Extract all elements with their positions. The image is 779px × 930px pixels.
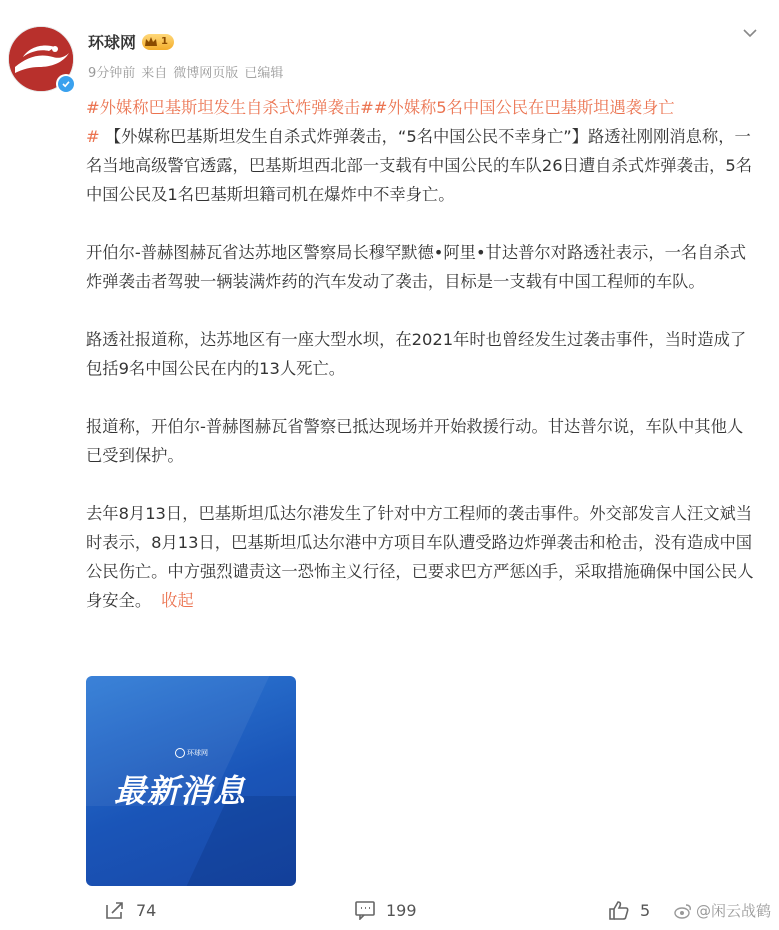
like-count: 5 bbox=[640, 900, 651, 920]
vip-badge[interactable] bbox=[142, 34, 174, 50]
news-logo bbox=[175, 748, 208, 758]
repost-count: 74 bbox=[136, 900, 157, 920]
action-bar bbox=[0, 893, 779, 927]
comment-count: 199 bbox=[386, 900, 417, 920]
paragraph-3: 路透社报道称，达苏地区有一座大型水坝，在2021年时也曾经发生过袭击事件，当时造成了包括9名中国公民在内的13人死亡。 bbox=[86, 330, 747, 378]
post-source: 微博网页版 bbox=[173, 66, 239, 81]
author-row bbox=[88, 30, 174, 53]
news-logo-text: 环球网 bbox=[187, 749, 208, 757]
weibo-logo-icon bbox=[674, 903, 692, 919]
globe-icon bbox=[175, 748, 185, 758]
post-time[interactable]: 9分钟前 bbox=[88, 66, 136, 81]
topic-links bbox=[86, 93, 754, 122]
thumbs-up-icon bbox=[608, 900, 630, 920]
watermark bbox=[674, 900, 771, 921]
crown-icon bbox=[144, 36, 158, 48]
comment-button[interactable] bbox=[354, 893, 417, 927]
post-text bbox=[86, 93, 754, 615]
verified-badge-icon bbox=[56, 74, 76, 94]
author-avatar[interactable] bbox=[8, 26, 74, 92]
paragraph-1 bbox=[86, 122, 754, 209]
author-name[interactable]: 环球网 bbox=[88, 33, 137, 52]
paragraph-5-text: 去年8月13日，巴基斯坦瓜达尔港发生了针对中方工程师的袭击事件。外交部发言人汪文斌当时表示，8月13日，巴基斯坦瓜达尔港中方项目车队遭受路边炸弹袭击和枪击，没有造成中国公民伤亡。中方强烈谴责这一恐怖主义行径，已要求巴方严惩凶手，采取措施确保中国公民人身安全。 bbox=[86, 504, 754, 610]
chevron-down-icon bbox=[742, 28, 758, 38]
hash-mark[interactable]: # bbox=[86, 127, 100, 146]
paragraph-1-text: 【外媒称巴基斯坦发生自杀式炸弹袭击，“5名中国公民不幸身亡”】路透社刚刚消息称，一名当地高级警官透露，巴基斯坦西北部一支载有中国公民的车队26日遭自杀式炸弹袭击，5名中国公民及1名巴基斯坦籍司机在爆炸中不幸身亡。 bbox=[86, 127, 753, 204]
edited-label[interactable]: 已编辑 bbox=[244, 66, 284, 81]
like-button[interactable] bbox=[608, 893, 650, 927]
image-title: 最新消息 bbox=[114, 772, 247, 810]
collapse-link[interactable]: 收起 bbox=[161, 591, 194, 610]
vip-level: 1 bbox=[161, 36, 168, 47]
comment-icon bbox=[354, 900, 376, 920]
repost-icon bbox=[104, 900, 126, 920]
paragraph-4: 报道称，开伯尔-普赫图赫瓦省警察已抵达现场并开始救援行动。甘达普尔说，车队中其他人已受到保护。 bbox=[86, 417, 744, 465]
paragraph-5 bbox=[86, 499, 754, 615]
more-options-button[interactable] bbox=[739, 22, 761, 44]
repost-button[interactable] bbox=[104, 893, 156, 927]
source-prefix: 来自 bbox=[141, 66, 168, 81]
attached-image[interactable] bbox=[86, 676, 296, 886]
topic-link[interactable]: #外媒称巴基斯坦发生自杀式炸弹袭击##外媒称5名中国公民在巴基斯坦遇袭身亡 bbox=[86, 98, 675, 117]
paragraph-2: 开伯尔-普赫图赫瓦省达苏地区警察局长穆罕默德•阿里•甘达普尔对路透社表示，一名自杀式炸弹袭击者驾驶一辆装满炸药的汽车发动了袭击，目标是一支载有中国工程师的车队。 bbox=[86, 243, 747, 291]
post-meta bbox=[88, 62, 283, 81]
watermark-text: @闲云战鹤 bbox=[695, 902, 771, 920]
